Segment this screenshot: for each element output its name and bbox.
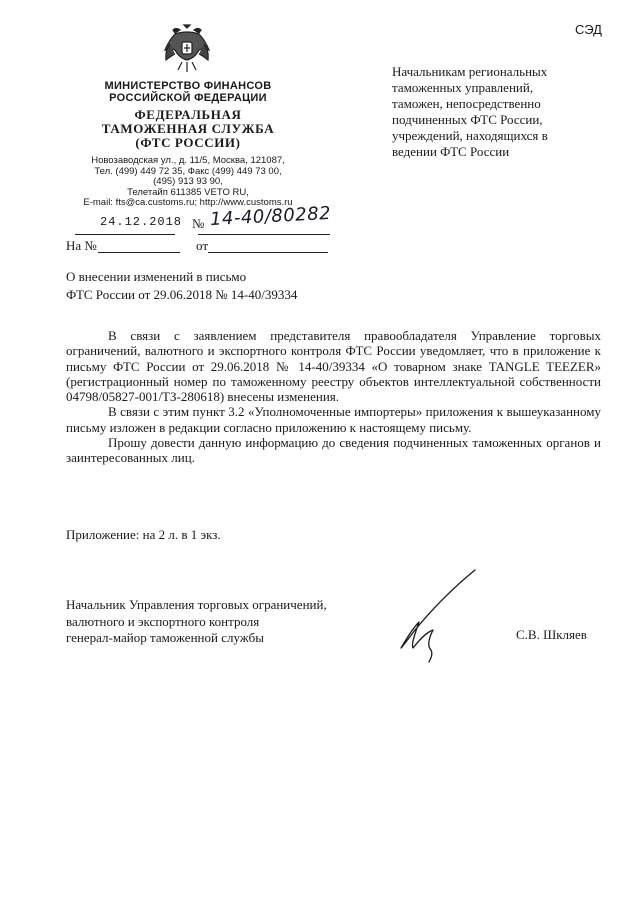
ministry-name: МИНИСТЕРСТВО ФИНАНСОВ РОССИЙСКОЙ ФЕДЕРАЦИИ (104, 80, 272, 104)
recipient-block: Начальникам региональных таможенных управлений, таможен, непосредственно подчиненных ФТС России, учреждений, находящихся в ведении ФТС России (392, 64, 548, 159)
registration-date: 24.12.2018 (100, 215, 183, 229)
reference-number-label: На № (66, 238, 97, 253)
number-underline (198, 234, 330, 235)
registration-number-label: № (192, 216, 205, 231)
sed-mark: СЭД (575, 22, 602, 37)
contact-info: Новозаводская ул., д. 11/5, Москва, 121087, Тел. (499) 449 72 35, Факс (499) 449 73 00, (495) 913 93 90, Телетайп 611385 VETO RU, E-mail: fts@ca.customs.ru; http://www.customs.ru (83, 155, 293, 208)
reference-date-line (208, 252, 328, 253)
sender-header (60, 80, 316, 209)
letter-body (66, 328, 601, 466)
body-paragraph: В связи с этим пункт 3.2 «Уполномоченные импортеры» приложения к вышеуказанному письму изложен в редакции согласно приложению к настоящему письму. (66, 404, 601, 435)
body-paragraph: В связи с заявлением представителя правообладателя Управление торговых ограничений, валютного и экспортного контроля ФТС России уведомляет, что в приложение к письму ФТС России от 29.06.2018 № 14-40/39334 «О товарном знаке TANGLE TEEZER» (регистрационный номер по таможенному реестру объектов интеллектуальной собственности 04798/05827-001/ТЗ-280618) внесены изменения. (66, 328, 601, 405)
reference-date-label: от (196, 238, 209, 253)
signatory-title: Начальник Управления торговых ограничений, валютного и экспортного контроля генерал-майор таможенной службы (66, 597, 327, 645)
reference-number-line (98, 252, 180, 253)
handwritten-signature-icon (393, 568, 483, 664)
body-paragraph: Прошу довести данную информацию до сведения подчиненных таможенных органов и заинтересованных лиц. (66, 435, 601, 466)
service-name: ФЕДЕРАЛЬНАЯ ТАМОЖЕННАЯ СЛУЖБА (ФТС РОССИИ) (101, 107, 275, 150)
registration-number: 14-40/80282 (209, 202, 332, 231)
letter-subject: О внесении изменений в письмо ФТС России от 29.06.2018 № 14-40/39334 (66, 269, 298, 302)
attachment-note: Приложение: на 2 л. в 1 экз. (66, 527, 221, 542)
double-headed-eagle-emblem-icon (162, 22, 212, 76)
signatory-name: С.В. Шкляев (516, 627, 587, 642)
date-underline (75, 234, 175, 235)
